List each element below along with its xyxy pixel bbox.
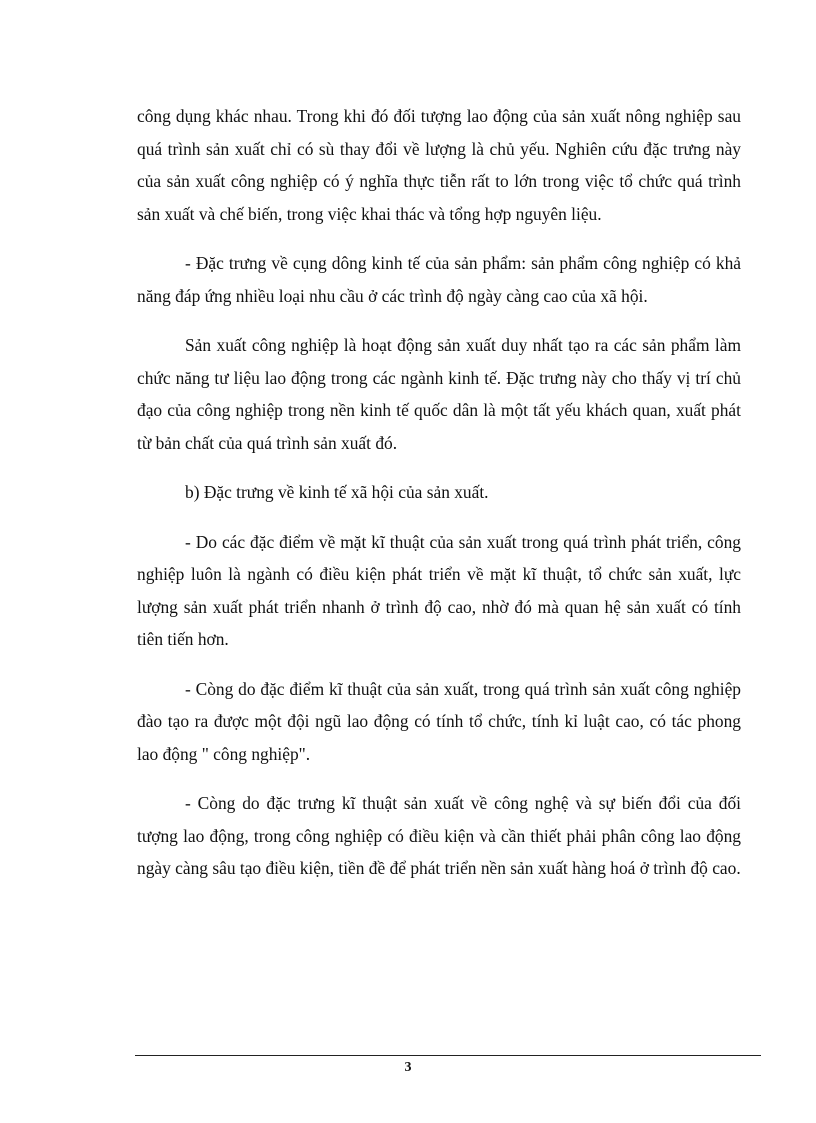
footer-divider — [135, 1055, 761, 1056]
section-heading-b: b) Đặc trưng về kinh tế xã hội của sản xuất. — [185, 482, 489, 502]
paragraph-product-use: - Đặc trưng về cụng dông kinh tế của sản phẩm: sản phẩm công nghiệp có khả năng đáp ứng nhiều loại nhu cầu ở các trình độ ngày càng cao của xã hội. — [137, 253, 741, 306]
page-body — [137, 100, 741, 902]
paragraph-workforce: - Còng do đặc điểm kĩ thuật của sản xuất, trong quá trình sản xuất công nghiệp đào tạo ra được một đội ngũ lao động có tính tổ chức, tính kỉ luật cao, có tác phong lao động " công nghiệp". — [137, 678, 741, 764]
paragraph-technical-development: - Do các đặc điểm về mặt kĩ thuật của sản xuất trong quá trình phát triển, công nghiệp luôn là ngành có điều kiện phát triển về mặt kĩ thuật, tổ chức sản xuất, lực lượng sản xuất phát triển nhanh ở trình độ cao, nhờ đó mà quan hệ sản xuất có tính tiên tiến hơn. — [137, 531, 741, 649]
page-number: 3 — [404, 1060, 412, 1075]
paragraph-division-of-labour: - Còng do đặc trưng kĩ thuật sản xuất về công nghệ và sự biến đổi của đối tượng lao động, trong công nghiệp có điều kiện và cần thiết phải phân công lao động ngày càng sâu tạo điều kiện, tiền đề để phát triển nền sản xuất hàng hoá ở trình độ cao. — [137, 793, 741, 878]
paragraph-continued: công dụng khác nhau. Trong khi đó đối tượng lao động của sản xuất nông nghiệp sau quá trình sản xuất chỉ có sù thay đổi về lượng là chủ yếu. Nghiên cứu đặc trưng này của sản xuất công nghiệp có ý nghĩa thực tiễn rất to lớn trong việc tổ chức quá trình sản xuất và chế biến, trong việc khai thác và tổng hợp nguyên liệu. — [137, 106, 741, 224]
paragraph-labour-tools: Sản xuất công nghiệp là hoạt động sản xuất duy nhất tạo ra các sản phẩm làm chức năng tư liệu lao động trong các ngành kinh tế. Đặc trưng này cho thấy vị trí chủ đạo của công nghiệp trong nền kinh tế quốc dân là một tất yếu khách quan, xuất phát từ bản chất của quá trình sản xuất đó. — [137, 335, 741, 453]
